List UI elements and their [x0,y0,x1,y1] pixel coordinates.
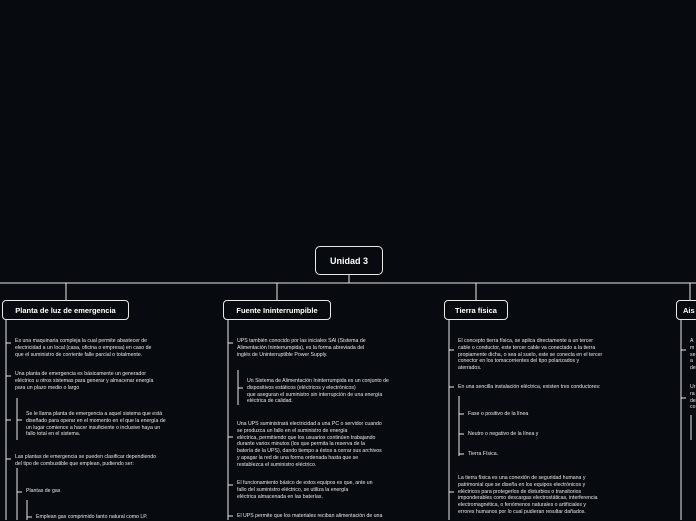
ups-item-3[interactable]: Una UPS suministrará electricidad a una PC o servidor cuando se produzca un fallo en el suministro de energía eléctrica, permitiendo que los usuarios continúen trabajando durante varios minutos (los que permita la reserva de la batería de la UPS), dando tiempo a éstos a cerrar sus archivos y apagar la red de una forma ordenada hasta que se restablezca el suministro eléctrico. [237,421,382,468]
ais-item-1[interactable]: A m se a de [690,338,696,372]
tierra-item-4[interactable]: Neutro o negativo de la línea y [468,431,539,437]
ups-item-4[interactable]: El funcionamiento básico de estos equipos es que, ante un fallo del suministro eléctrico, se utiliza la energía eléctrica almacenada en las baterías. [237,480,373,500]
tierra-item-6[interactable]: La tierra física es una conexión de seguridad humana y patrimonial que se diseña en los equipos electrónicos y eléctricos para protegerlos de disturbios o transitorios imponderables como descargas electrostáticas, interferencia electromagnética, o fenómenos naturales o artificiales y errores humanos por lo cual pudieran resultar dañados. [458,475,598,515]
ais-item-2[interactable]: Ur ra de co [690,384,696,411]
planta-item-6[interactable]: Emplean gas comprimido tanto natural como LP. [36,514,148,520]
tierra-item-5[interactable]: Tierra Física. [468,451,499,457]
branch-fuente-ininterrumpible[interactable]: Fuente Ininterrumpible [223,300,331,320]
planta-item-4[interactable]: Las plantas de emergencia se pueden clasificar dependiendo del tipo de combustible que emplean, pudiendo ser: [15,454,157,467]
root-topic[interactable]: Unidad 3 [315,246,383,275]
tierra-item-2[interactable]: En una sencilla instalación eléctrica, existen tres conductores: [458,384,601,390]
branch-tierra-fisica[interactable]: Tierra física [444,300,508,320]
tierra-item-1[interactable]: El concepto tierra física, se aplica directamente a un tercer cable o conductor, este tercer cable va conectado a la tierra propiamente dicha, o sea al suelo, este se conecta en el tercer conector en los tomacorrientes del tipo polarizados y aterrados. [458,338,603,372]
tierra-item-3[interactable]: Fase o positivo de la línea [468,411,529,417]
planta-item-5[interactable]: Plantas de gas [26,488,61,494]
planta-item-3[interactable]: Se le llama planta de emergencia a aquel sistema que está diseñado para operar en el momento en el que la energía de un lugar comience a hacer insuficiente o inclusive haya un fallo total en el sistema. [26,411,166,438]
planta-item-1[interactable]: Es una maquinaria compleja la cual permite abastecer de electricidad a un local (casa, oficina o empresa) en caso de que el suministro de corriente falle parcial o totalmente. [15,338,152,358]
ups-item-1[interactable]: UPS también conocido por las iniciales SAI (Sistema de Alimentación Ininterrumpida), es la forma abreviada del inglés de Uninterruptible Power Supply. [237,338,366,358]
branch-ais[interactable]: Ais [676,300,696,320]
ups-item-5[interactable]: El UPS permite que los materiales reciban alimentación de una [237,513,383,519]
ups-item-2[interactable]: Un Sistema de Alimentación Ininterrumpida es un conjunto de dispositivos estáticos (eléctricos y electrónicos) que aseguran el suministro sin interrupción de una energía eléctrica de calidad. [247,378,389,405]
branch-planta-de-luz[interactable]: Planta de luz de emergencia [2,300,129,320]
planta-item-2[interactable]: Una planta de emergencia es básicamente un generador eléctrico u otros sistemas para generar y almacenar energía para un plazo medio o largo [15,371,154,391]
